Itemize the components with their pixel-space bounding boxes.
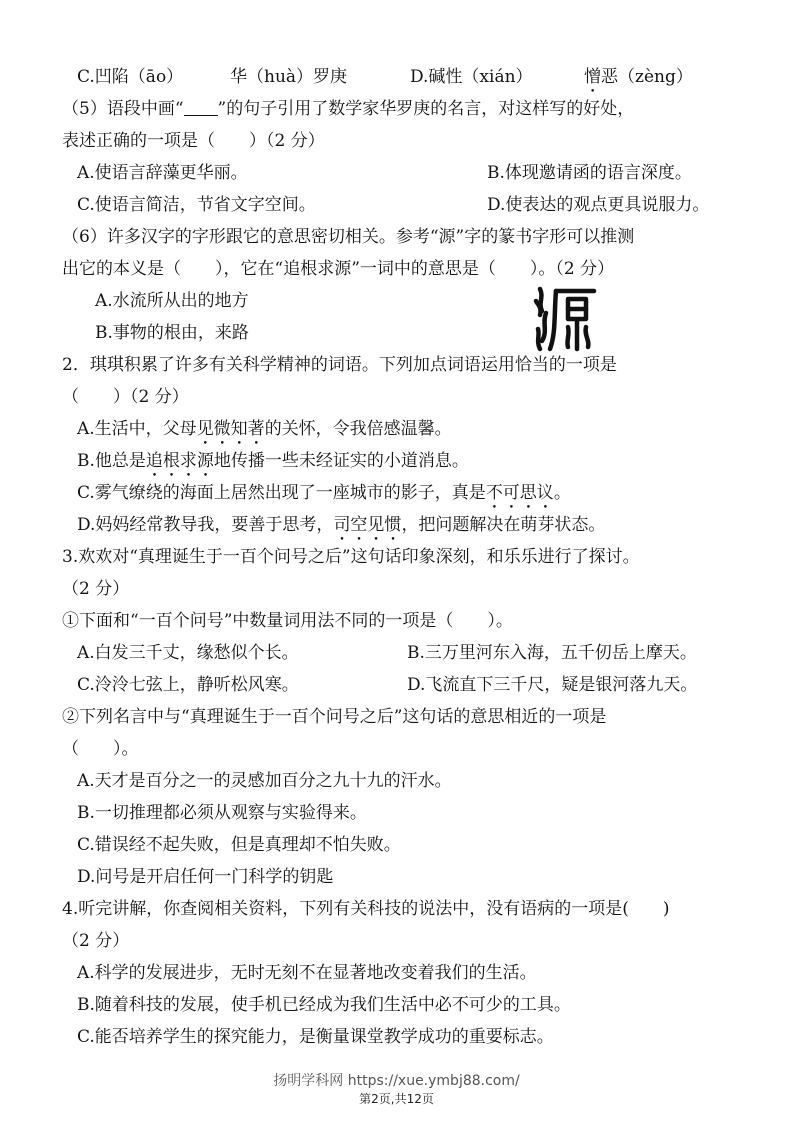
q3-part2-stem-line2: （ ）。 [62,739,139,759]
q1-sub6-option-a: A.水流所从出的地方 [95,291,249,311]
emphasis-char: 憎 [584,67,601,87]
q4-stem-line1: 4.听完讲解，你查阅相关资料，下列有关科技的说法中，没有语病的一项是( ) [62,899,670,919]
footer-source-link[interactable]: 扬明学科网 https://xue.ymbj88.com/ [273,1073,520,1089]
q3-part1-option-c: C.泠泠七弦上，静听松风寒。 [77,675,299,695]
q2-option-a [77,418,452,440]
q3-stem-line2: （2 分） [62,579,130,599]
q2-option-b-post: 地传播一些未经证实的小道消息。 [213,451,469,471]
q2-option-a-dotted-word: 见微知著 [196,419,265,439]
q1-option-d: D.碱性（xián） [410,67,533,87]
q1-option-d-second [584,66,693,88]
q1-sub6-stem-line1: （6）许多汉字的字形跟它的意思密切相关。参考“源”字的篆书字形可以推测 [62,227,635,247]
q2-option-c-dotted-word: 不可思议 [485,483,554,503]
q1-sub5-option-b: B.体现邀请函的语言深度。 [487,163,692,183]
q3-part2-option-a: A.天才是百分之一的灵感加百分之九十九的汗水。 [77,771,452,791]
q2-option-d-post: ，把问题解决在萌芽状态。 [401,515,606,535]
q3-part2-option-c: C.错误经不起失败，但是真理却不怕失败。 [77,835,401,855]
q2-option-b [77,450,469,472]
q3-part1-stem: ①下面和“一百个问号”中数量词用法不同的一项是（ ）。 [62,611,513,631]
seal-script-yuan-image [532,283,600,353]
q4-option-a: A.科学的发展进步，无时无刻不在显著地改变着我们的生活。 [77,963,537,983]
q3-part2-stem-line1: ②下列名言中与“真理诞生于一百个问号之后”这句话的意思相近的一项是 [62,707,607,727]
q3-part2-option-d: D.问号是开启任何一门科学的钥匙 [77,867,334,887]
q1-option-c: C.凹陷（āo） [77,67,184,87]
q3-part1-option-d: D.飞流直下三千尺，疑是银河落九天。 [407,675,698,695]
q2-option-a-pre: A.生活中，父母 [77,419,197,439]
q1-option-c-second: 华（huà）罗庚 [230,67,348,87]
q3-part1-option-b: B.三万里河东入海，五千仞岳上摩天。 [407,643,697,663]
q1-option-d-second-rest: 恶（zèng） [601,67,693,87]
q1-sub5-option-d: D.使表达的观点更具说服力。 [487,195,710,215]
footer-page-number: 第2页,共12页 [359,1092,434,1106]
q1-sub5-stem-a: （5）语段中画“ [62,99,184,119]
q2-option-d-dotted-word: 司空见惯 [333,515,402,535]
q3-part2-option-b: B.一切推理都必须从观察与实验得来。 [77,803,367,823]
q2-option-c-pre: C.雾气缭绕的海面上居然出现了一座城市的影子，真是 [77,483,486,503]
q2-option-c-post: 。 [553,483,571,503]
q2-option-d-pre: D.妈妈经常教导我，要善于思考， [77,515,334,535]
q2-option-b-pre: B.他总是 [77,451,146,471]
q1-sub6-stem-line2: 出它的本义是（ ），它在“追根求源”一词中的意思是（ ）。（2 分） [62,259,615,279]
q3-stem-line1: 3.欢欢对“真理诞生于一百个问号之后”这句话印象深刻，和乐乐进行了探讨。 [62,547,640,567]
q2-option-b-dotted-word: 追根求源 [145,451,214,471]
q1-sub5-option-c: C.使语言简洁，节省文字空间。 [77,195,316,215]
q4-option-b: B.随着科技的发展，使手机已经成为我们生活中必不可少的工具。 [77,995,571,1015]
q3-part1-option-a: A.白发三千丈，缘愁似个长。 [77,643,299,663]
q2-stem-line1: 2．琪琪积累了许多有关科学精神的词语。下列加点词语运用恰当的一项是 [62,355,617,375]
q1-sub5-stem-line1 [62,98,634,120]
q1-sub5-stem-b: ”的句子引用了数学家华罗庚的名言，对这样写的好处， [217,99,635,119]
q2-option-d [77,514,605,536]
q4-stem-line2: （2 分） [62,931,130,951]
q1-sub5-option-a: A.使语言辞藻更华丽。 [77,163,248,183]
q1-sub5-stem-line2: 表述正确的一项是（ ）（2 分） [62,131,325,151]
q4-option-c: C.能否培养学生的探究能力，是衡量课堂教学成功的重要标志。 [77,1027,554,1047]
q2-stem-line2: （ ）（2 分） [62,387,189,407]
q2-option-a-post: 的关怀，令我倍感温馨。 [264,419,452,439]
underline-blank [184,101,218,116]
q1-sub6-option-b: B.事物的根由，来路 [95,323,249,343]
q2-option-c [77,482,571,504]
